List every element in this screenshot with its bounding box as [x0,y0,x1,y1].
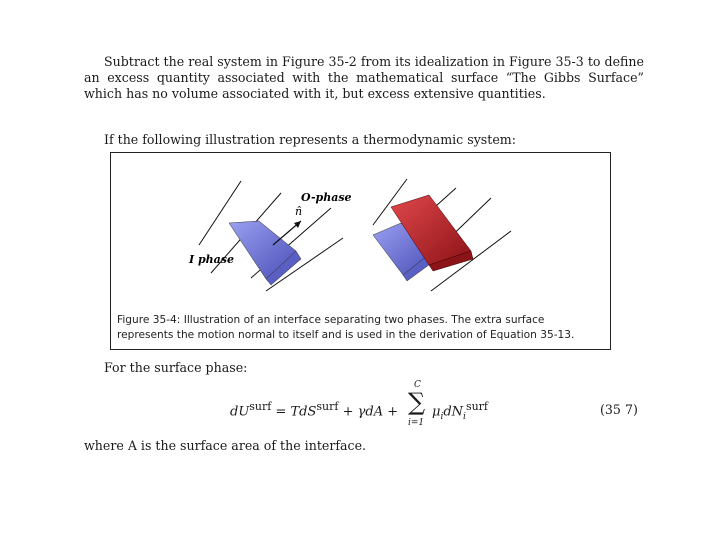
equation-35-7: $dU^{surf} = TdS^{surf} + \gamma dA$ + C ∑ i=1 $\mu_idN_i^{surf}$ (35 7) [230,380,638,428]
i-phase-label: I phase [189,253,234,266]
paragraph-where: where A is the surface area of the interface. [84,438,367,453]
equation-lhs: $dU^{surf} = TdS^{surf} + \gamma dA$ + [230,400,399,420]
paragraph-illustration-intro: If the following illustration represents a thermodynamic system: [104,132,516,147]
normal-label: n̂ [295,205,303,218]
figure-35-4 [110,152,611,350]
equation-number: (35 7) [600,402,638,417]
figure-caption: Figure 35-4: Illustration of an interface separating two phases. The extra surface represents the motion normal to itself and is used in the derivation of Equation 35-13. [117,314,575,341]
paragraph-surface-phase: For the surface phase: [104,360,248,375]
paragraph-intro: Subtract the real system in Figure 35-2 from its idealization in Figure 35-3 to define an excess quantity associated with the mathematical surface “The Gibbs Surface” which has no volume associated with it, but excess extensive quantities. [84,54,644,101]
equation-sum-term: $\mu_idN_i^{surf}$ [432,400,488,422]
o-phase-label: O-phase [301,191,352,204]
normal-vector-arrow [273,221,301,245]
